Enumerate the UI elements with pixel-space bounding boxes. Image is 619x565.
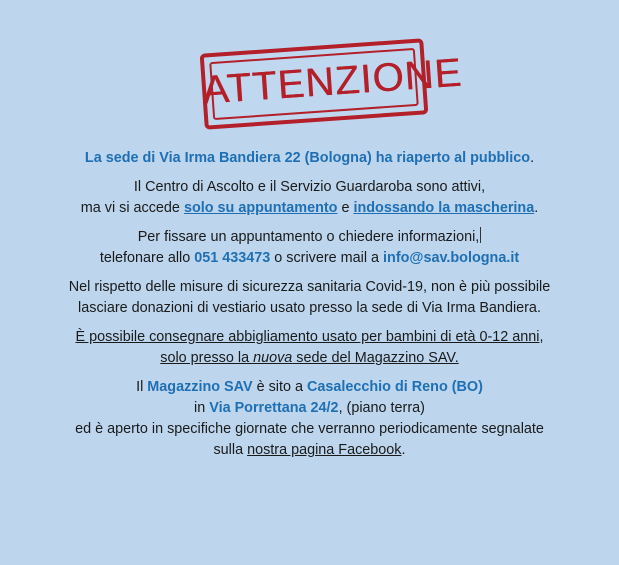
appointment-only-link[interactable]: solo su appuntamento (183, 200, 338, 216)
donation-paragraph: È possibile consegnare abbigliamento usato per bambini di età 0-12 anni, solo presso la nuova sede del Magazzino SAV. (75, 329, 544, 366)
stamp-text: ATTENZIONE (200, 50, 464, 113)
warehouse-paragraph: Il Magazzino SAV è sito a Casalecchio di Reno (BO) in Via Porrettana 24/2, (piano terra) ed è aperto in specifiche giornate che verranno periodicamente segnalate sulla nostra pagina Facebook. (75, 379, 544, 458)
covid-paragraph: Nel rispetto delle misure di sicurezza sanitaria Covid-19, non è più possibile lasciare donazioni di vestiario usato presso la sede di Via Irma Bandiera. (68, 279, 551, 316)
notice-body (0, 148, 619, 469)
attenzione-stamp (200, 38, 464, 129)
reopening-notice: La sede di Via Irma Bandiera 22 (Bologna) ha riaperto al pubblico. (84, 150, 535, 166)
mask-required-link[interactable]: indossando la mascherina (353, 200, 535, 216)
reopening-text: La sede di Via Irma Bandiera 22 (Bologna) ha riaperto al pubblico (84, 150, 531, 166)
facebook-page-link[interactable]: nostra pagina Facebook (247, 442, 402, 458)
phone-number[interactable]: 051 433473 (194, 250, 271, 266)
text-cursor (480, 227, 481, 243)
services-paragraph: Il Centro di Ascolto e il Servizio Guardaroba sono attivi, ma vi si accede solo su appuntamento e indossando la mascherina. (80, 179, 539, 216)
warehouse-name: Magazzino SAV (147, 379, 253, 395)
email-address[interactable]: info@sav.bologna.it (383, 250, 520, 266)
warehouse-street: Via Porrettana 24/2 (209, 400, 339, 416)
warehouse-city: Casalecchio di Reno (BO) (306, 379, 483, 395)
contact-paragraph: Per fissare un appuntamento o chiedere informazioni, telefonare allo 051 433473 o scrivere mail a info@sav.bologna.it (99, 229, 520, 266)
